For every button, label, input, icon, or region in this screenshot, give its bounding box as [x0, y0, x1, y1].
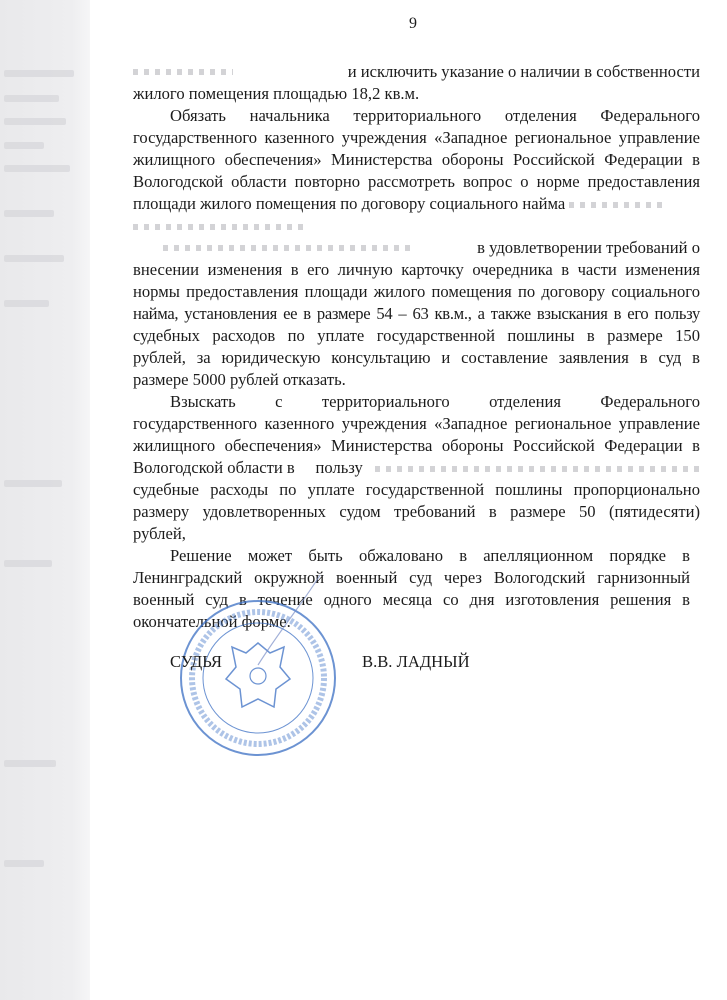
handwritten-signature: [250, 570, 330, 670]
scan-left-edge: [0, 0, 90, 1000]
bleed-through: [4, 300, 49, 307]
bleed-through: [4, 95, 59, 102]
text-line: [133, 238, 700, 258]
text-line: Решение может быть обжаловано в апелляционном порядке в: [170, 546, 690, 565]
line-text: в удовлетворении требований о: [477, 238, 700, 257]
text-line: жилищного обеспечения» Министерства обороны Российской Федерации в: [133, 436, 700, 455]
bleed-through: [4, 760, 56, 767]
text-line: внесении изменения в его личную карточку очередника в части изменения: [133, 260, 700, 279]
judge-title: СУДЬЯ: [170, 652, 222, 671]
text-line: нормы предоставления площади жилого помещения по договору социального: [133, 282, 700, 301]
bleed-through: [4, 210, 54, 217]
redacted-text: [133, 224, 303, 230]
text-line: военный суд в течение одного месяца со дня изготовления решения в: [133, 590, 690, 609]
text-line: [133, 458, 700, 478]
text-line: рублей,: [133, 524, 186, 543]
redacted-text: [375, 466, 705, 472]
bleed-through: [4, 118, 66, 125]
text-line: найма, установления ее в размере 54 – 63 кв.м., а также взыскания в его пользу: [133, 304, 700, 323]
redacted-text: [163, 245, 413, 251]
text-line: размеру удовлетворенных судом требований в размере 50 (пятидесяти): [133, 502, 700, 521]
text-line: государственного казенного учреждения «Западное региональное управление: [133, 128, 700, 147]
text-line: Вологодской области повторно рассмотреть вопрос о норме предоставления: [133, 172, 700, 191]
line-text: площади жилого помещения по договору социального найма: [133, 194, 566, 213]
bleed-through: [4, 860, 44, 867]
line-text: Вологодской области в пользу: [133, 458, 363, 477]
text-line: [133, 194, 700, 214]
judge-name: В.В. ЛАДНЫЙ: [362, 652, 470, 671]
text-line: Взыскать с территориального отделения Федерального: [170, 392, 700, 411]
redacted-text: [569, 202, 664, 208]
bleed-through: [4, 165, 70, 172]
page-number: 9: [409, 15, 417, 32]
redacted-line: [133, 216, 700, 236]
bleed-through: [4, 142, 44, 149]
bleed-through: [4, 70, 74, 77]
text-line: Ленинградский окружной военный суд через Вологодский гарнизонный: [133, 568, 690, 587]
bleed-through: [4, 255, 64, 262]
text-line: жилого помещения площадью 18,2 кв.м.: [133, 84, 420, 103]
text-line: размере 5000 рублей отказать.: [133, 370, 346, 389]
bleed-through: [4, 560, 52, 567]
text-line: судебные расходы по уплате государственной пошлины пропорционально: [133, 480, 700, 499]
text-line: [133, 62, 700, 82]
text-line: окончательной форме.: [133, 612, 291, 631]
text-line: судебных расходов по уплате государственной пошлины в размере 150: [133, 326, 700, 345]
line-text: и исключить указание о наличии в собственности: [347, 62, 700, 81]
text-line: Обязать начальника территориального отделения Федерального: [170, 106, 700, 125]
bleed-through: [4, 480, 62, 487]
text-line: жилищного обеспечения» Министерства обороны Российской Федерации в: [133, 150, 700, 169]
text-line: рублей, за юридическую консультацию и составление заявления в суд в: [133, 348, 700, 367]
text-line: государственного казенного учреждения «Западное региональное управление: [133, 414, 700, 433]
redacted-text: [133, 69, 233, 75]
